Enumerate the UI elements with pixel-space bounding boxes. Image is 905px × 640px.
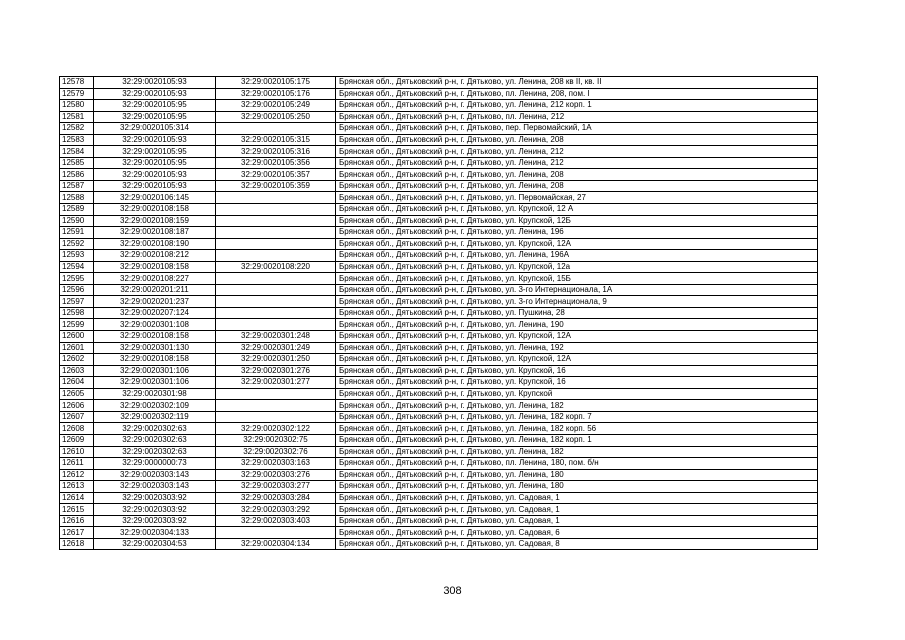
cadastral-number-cell: 32:29:0020108:158 [94, 261, 216, 273]
cadastral-number-cell: 32:29:0020301:98 [94, 388, 216, 400]
cadastral-number-cell: 32:29:0020108:227 [94, 273, 216, 285]
address-cell: Брянская обл., Дятьковский р-н, г. Дятьково, ул. Ленина, 192 [336, 342, 818, 354]
address-cell: Брянская обл., Дятьковский р-н, г. Дятьково, ул. Ленина, 182 корп. 7 [336, 411, 818, 423]
table-row [60, 446, 818, 458]
parent-cadastral-number-cell: 32:29:0020303:292 [216, 504, 336, 516]
address-cell: Брянская обл., Дятьковский р-н, г. Дятьково, ул. Ленина, 182 корп. 1 [336, 434, 818, 446]
cadastral-number-cell: 32:29:0020303:92 [94, 504, 216, 516]
address-cell: Брянская обл., Дятьковский р-н, г. Дятьково, ул. Крупской, 12А [336, 354, 818, 366]
table-row [60, 492, 818, 504]
parent-cadastral-number-cell: 32:29:0020303:277 [216, 481, 336, 493]
cadastral-number-cell: 32:29:0020201:211 [94, 284, 216, 296]
address-cell: Брянская обл., Дятьковский р-н, г. Дятьково, ул. Крупской, 12 А [336, 204, 818, 216]
table-row [60, 215, 818, 227]
address-cell: Брянская обл., Дятьковский р-н, г. Дятьково, ул. Ленина, 212 [336, 157, 818, 169]
address-cell: Брянская обл., Дятьковский р-н, г. Дятьково, ул. Ленина, 212 корп. 1 [336, 100, 818, 112]
parent-cadastral-number-cell: 32:29:0020301:250 [216, 354, 336, 366]
address-cell: Брянская обл., Дятьковский р-н, г. Дятьково, ул. Садовая, 1 [336, 504, 818, 516]
address-cell: Брянская обл., Дятьковский р-н, г. Дятьково, ул. 3-го Интернационала, 1А [336, 284, 818, 296]
cadastral-number-cell: 32:29:0020304:53 [94, 538, 216, 550]
parent-cadastral-number-cell: 32:29:0020303:163 [216, 458, 336, 470]
address-cell: Брянская обл., Дятьковский р-н, г. Дятьково, ул. Крупской, 16 [336, 377, 818, 389]
address-cell: Брянская обл., Дятьковский р-н, г. Дятьково, ул. Ленина, 208 [336, 134, 818, 146]
address-cell: Брянская обл., Дятьковский р-н, г. Дятьково, ул. Ленина, 208 [336, 169, 818, 181]
row-number-cell: 12597 [60, 296, 94, 308]
cadastral-number-cell: 32:29:0020105:95 [94, 157, 216, 169]
row-number-cell: 12585 [60, 157, 94, 169]
cadastral-number-cell: 32:29:0020105:93 [94, 77, 216, 89]
cadastral-number-cell: 32:29:0020303:92 [94, 515, 216, 527]
table-row [60, 481, 818, 493]
row-number-cell: 12608 [60, 423, 94, 435]
row-number-cell: 12601 [60, 342, 94, 354]
table-row [60, 204, 818, 216]
row-number-cell: 12599 [60, 319, 94, 331]
address-cell: Брянская обл., Дятьковский р-н, г. Дятьково, ул. Садовая, 8 [336, 538, 818, 550]
cadastral-number-cell: 32:29:0020304:133 [94, 527, 216, 539]
parent-cadastral-number-cell [216, 319, 336, 331]
parent-cadastral-number-cell [216, 238, 336, 250]
parent-cadastral-number-cell [216, 250, 336, 262]
table-row [60, 469, 818, 481]
table-row [60, 307, 818, 319]
address-cell: Брянская обл., Дятьковский р-н, г. Дятьково, ул. Ленина, 182 корп. 56 [336, 423, 818, 435]
table-row [60, 111, 818, 123]
table-row [60, 296, 818, 308]
row-number-cell: 12614 [60, 492, 94, 504]
row-number-cell: 12603 [60, 365, 94, 377]
address-cell: Брянская обл., Дятьковский р-н, г. Дятьково, ул. Ленина, 182 [336, 400, 818, 412]
parent-cadastral-number-cell [216, 227, 336, 239]
table-row [60, 134, 818, 146]
parent-cadastral-number-cell: 32:29:0020302:122 [216, 423, 336, 435]
parent-cadastral-number-cell: 32:29:0020105:250 [216, 111, 336, 123]
cadastral-number-cell: 32:29:0020301:108 [94, 319, 216, 331]
parent-cadastral-number-cell [216, 388, 336, 400]
parent-cadastral-number-cell: 32:29:0020301:277 [216, 377, 336, 389]
row-number-cell: 12592 [60, 238, 94, 250]
address-cell: Брянская обл., Дятьковский р-н, г. Дятьково, ул. 3-го Интернационала, 9 [336, 296, 818, 308]
address-cell: Брянская обл., Дятьковский р-н, г. Дятьково, пл. Ленина, 212 [336, 111, 818, 123]
row-number-cell: 12589 [60, 204, 94, 216]
parent-cadastral-number-cell: 32:29:0020302:75 [216, 434, 336, 446]
table-row [60, 504, 818, 516]
cadastral-number-cell: 32:29:0020108:187 [94, 227, 216, 239]
table-row [60, 365, 818, 377]
parent-cadastral-number-cell [216, 273, 336, 285]
parent-cadastral-number-cell: 32:29:0020105:315 [216, 134, 336, 146]
parent-cadastral-number-cell: 32:29:0020105:249 [216, 100, 336, 112]
table-row [60, 354, 818, 366]
parent-cadastral-number-cell [216, 411, 336, 423]
table-row [60, 515, 818, 527]
table-row [60, 331, 818, 343]
cadastral-number-cell: 32:29:0020105:93 [94, 169, 216, 181]
address-cell: Брянская обл., Дятьковский р-н, г. Дятьково, ул. Ленина, 180 [336, 481, 818, 493]
cadastral-number-cell: 32:29:0020106:145 [94, 192, 216, 204]
parent-cadastral-number-cell: 32:29:0020301:248 [216, 331, 336, 343]
table-row [60, 227, 818, 239]
cadastral-number-cell: 32:29:0020105:95 [94, 100, 216, 112]
address-cell: Брянская обл., Дятьковский р-н, г. Дятьково, ул. Садовая, 6 [336, 527, 818, 539]
cadastral-number-cell: 32:29:0020108:212 [94, 250, 216, 262]
row-number-cell: 12598 [60, 307, 94, 319]
row-number-cell: 12606 [60, 400, 94, 412]
table-row [60, 273, 818, 285]
parent-cadastral-number-cell: 32:29:0020303:403 [216, 515, 336, 527]
row-number-cell: 12605 [60, 388, 94, 400]
parent-cadastral-number-cell: 32:29:0020302:76 [216, 446, 336, 458]
cadastral-number-cell: 32:29:0020301:106 [94, 365, 216, 377]
cadastral-number-cell: 32:29:0020105:314 [94, 123, 216, 135]
table-row [60, 88, 818, 100]
table-row [60, 538, 818, 550]
page-number: 308 [443, 585, 462, 597]
parent-cadastral-number-cell [216, 123, 336, 135]
table-row [60, 342, 818, 354]
parent-cadastral-number-cell: 32:29:0020301:276 [216, 365, 336, 377]
parent-cadastral-number-cell [216, 192, 336, 204]
parent-cadastral-number-cell [216, 215, 336, 227]
cadastral-number-cell: 32:29:0020301:130 [94, 342, 216, 354]
parent-cadastral-number-cell: 32:29:0020105:357 [216, 169, 336, 181]
cadastral-number-cell: 32:29:0020105:95 [94, 146, 216, 158]
address-cell: Брянская обл., Дятьковский р-н, г. Дятьково, ул. Ленина, 196 [336, 227, 818, 239]
parent-cadastral-number-cell: 32:29:0020303:276 [216, 469, 336, 481]
cadastral-number-cell: 32:29:0020303:143 [94, 481, 216, 493]
cadastral-number-cell: 32:29:0020201:237 [94, 296, 216, 308]
row-number-cell: 12607 [60, 411, 94, 423]
address-cell: Брянская обл., Дятьковский р-н, г. Дятьково, ул. Ленина, 190 [336, 319, 818, 331]
address-cell: Брянская обл., Дятьковский р-н, г. Дятьково, ул. Ленина, 212 [336, 146, 818, 158]
address-cell: Брянская обл., Дятьковский р-н, г. Дятьково, ул. Ленина, 208 кв II, кв. II [336, 77, 818, 89]
cadastral-number-cell: 32:29:0020105:93 [94, 180, 216, 192]
cadastral-number-cell: 32:29:0020303:143 [94, 469, 216, 481]
table-row [60, 319, 818, 331]
parent-cadastral-number-cell [216, 284, 336, 296]
address-cell: Брянская обл., Дятьковский р-н, г. Дятьково, ул. Крупской, 16 [336, 365, 818, 377]
parent-cadastral-number-cell: 32:29:0020303:284 [216, 492, 336, 504]
table-row [60, 423, 818, 435]
table-row [60, 250, 818, 262]
address-cell: Брянская обл., Дятьковский р-н, г. Дятьково, ул. Крупской, 12а [336, 261, 818, 273]
table-row [60, 180, 818, 192]
cadastral-number-cell: 32:29:0000000:73 [94, 458, 216, 470]
table-row [60, 192, 818, 204]
cadastral-number-cell: 32:29:0020105:95 [94, 111, 216, 123]
address-cell: Брянская обл., Дятьковский р-н, г. Дятьково, ул. Ленина, 196А [336, 250, 818, 262]
parent-cadastral-number-cell [216, 307, 336, 319]
cadastral-number-cell: 32:29:0020303:92 [94, 492, 216, 504]
row-number-cell: 12591 [60, 227, 94, 239]
address-cell: Брянская обл., Дятьковский р-н, г. Дятьково, ул. Крупской [336, 388, 818, 400]
address-cell: Брянская обл., Дятьковский р-н, г. Дятьково, ул. Ленина, 180 [336, 469, 818, 481]
row-number-cell: 12593 [60, 250, 94, 262]
address-cell: Брянская обл., Дятьковский р-н, г. Дятьково, ул. Ленина, 208 [336, 180, 818, 192]
address-cell: Брянская обл., Дятьковский р-н, г. Дятьково, ул. Крупской, 12А [336, 331, 818, 343]
table-row [60, 146, 818, 158]
row-number-cell: 12582 [60, 123, 94, 135]
row-number-cell: 12615 [60, 504, 94, 516]
parent-cadastral-number-cell: 32:29:0020105:356 [216, 157, 336, 169]
cadastral-number-cell: 32:29:0020105:93 [94, 88, 216, 100]
cadastral-number-cell: 32:29:0020207:124 [94, 307, 216, 319]
table-row [60, 100, 818, 112]
cadastral-number-cell: 32:29:0020301:106 [94, 377, 216, 389]
address-cell: Брянская обл., Дятьковский р-н, г. Дятьково, ул. Садовая, 1 [336, 515, 818, 527]
cadastral-number-cell: 32:29:0020105:93 [94, 134, 216, 146]
table-row [60, 377, 818, 389]
row-number-cell: 12588 [60, 192, 94, 204]
cadastral-number-cell: 32:29:0020302:63 [94, 423, 216, 435]
parent-cadastral-number-cell [216, 400, 336, 412]
table-body [60, 77, 818, 550]
row-number-cell: 12609 [60, 434, 94, 446]
address-cell: Брянская обл., Дятьковский р-н, г. Дятьково, пл. Ленина, 180, пом. б/н [336, 458, 818, 470]
parent-cadastral-number-cell: 32:29:0020105:176 [216, 88, 336, 100]
row-number-cell: 12602 [60, 354, 94, 366]
row-number-cell: 12618 [60, 538, 94, 550]
table-row [60, 238, 818, 250]
row-number-cell: 12595 [60, 273, 94, 285]
row-number-cell: 12580 [60, 100, 94, 112]
address-cell: Брянская обл., Дятьковский р-н, г. Дятьково, ул. Садовая, 1 [336, 492, 818, 504]
cadastral-number-cell: 32:29:0020108:159 [94, 215, 216, 227]
parent-cadastral-number-cell: 32:29:0020105:316 [216, 146, 336, 158]
table-row [60, 169, 818, 181]
row-number-cell: 12581 [60, 111, 94, 123]
cadastral-number-cell: 32:29:0020302:63 [94, 434, 216, 446]
cadastral-number-cell: 32:29:0020302:109 [94, 400, 216, 412]
cadastral-number-cell: 32:29:0020302:119 [94, 411, 216, 423]
parent-cadastral-number-cell: 32:29:0020301:249 [216, 342, 336, 354]
address-cell: Брянская обл., Дятьковский р-н, г. Дятьково, ул. Ленина, 182 [336, 446, 818, 458]
address-cell: Брянская обл., Дятьковский р-н, г. Дятьково, пл. Ленина, 208, пом. I [336, 88, 818, 100]
address-cell: Брянская обл., Дятьковский р-н, г. Дятьково, ул. Пушкина, 28 [336, 307, 818, 319]
row-number-cell: 12586 [60, 169, 94, 181]
row-number-cell: 12616 [60, 515, 94, 527]
table-row [60, 261, 818, 273]
row-number-cell: 12612 [60, 469, 94, 481]
address-cell: Брянская обл., Дятьковский р-н, г. Дятьково, пер. Первомайский, 1А [336, 123, 818, 135]
row-number-cell: 12587 [60, 180, 94, 192]
address-cell: Брянская обл., Дятьковский р-н, г. Дятьково, ул. Первомайская, 27 [336, 192, 818, 204]
row-number-cell: 12596 [60, 284, 94, 296]
table-row [60, 284, 818, 296]
row-number-cell: 12600 [60, 331, 94, 343]
table-row [60, 123, 818, 135]
table-row [60, 400, 818, 412]
table-row [60, 527, 818, 539]
parent-cadastral-number-cell: 32:29:0020105:175 [216, 77, 336, 89]
row-number-cell: 12590 [60, 215, 94, 227]
cadastral-number-cell: 32:29:0020108:190 [94, 238, 216, 250]
table-row [60, 77, 818, 89]
row-number-cell: 12617 [60, 527, 94, 539]
row-number-cell: 12583 [60, 134, 94, 146]
parent-cadastral-number-cell: 32:29:0020304:134 [216, 538, 336, 550]
row-number-cell: 12613 [60, 481, 94, 493]
cadastral-number-cell: 32:29:0020108:158 [94, 354, 216, 366]
parent-cadastral-number-cell [216, 204, 336, 216]
row-number-cell: 12604 [60, 377, 94, 389]
table-row [60, 157, 818, 169]
cadastral-number-cell: 32:29:0020108:158 [94, 204, 216, 216]
cadastral-number-cell: 32:29:0020108:158 [94, 331, 216, 343]
cadastral-number-cell: 32:29:0020302:63 [94, 446, 216, 458]
parent-cadastral-number-cell [216, 296, 336, 308]
table-row [60, 434, 818, 446]
row-number-cell: 12610 [60, 446, 94, 458]
row-number-cell: 12578 [60, 77, 94, 89]
parent-cadastral-number-cell [216, 527, 336, 539]
address-cell: Брянская обл., Дятьковский р-н, г. Дятьково, ул. Крупской, 12А [336, 238, 818, 250]
table-row [60, 388, 818, 400]
parent-cadastral-number-cell: 32:29:0020105:359 [216, 180, 336, 192]
row-number-cell: 12611 [60, 458, 94, 470]
address-cell: Брянская обл., Дятьковский р-н, г. Дятьково, ул. Крупской, 15Б [336, 273, 818, 285]
row-number-cell: 12584 [60, 146, 94, 158]
cadastral-table [59, 76, 818, 550]
table-row [60, 458, 818, 470]
address-cell: Брянская обл., Дятьковский р-н, г. Дятьково, ул. Крупской, 12Б [336, 215, 818, 227]
parent-cadastral-number-cell: 32:29:0020108:220 [216, 261, 336, 273]
row-number-cell: 12579 [60, 88, 94, 100]
row-number-cell: 12594 [60, 261, 94, 273]
table-row [60, 411, 818, 423]
